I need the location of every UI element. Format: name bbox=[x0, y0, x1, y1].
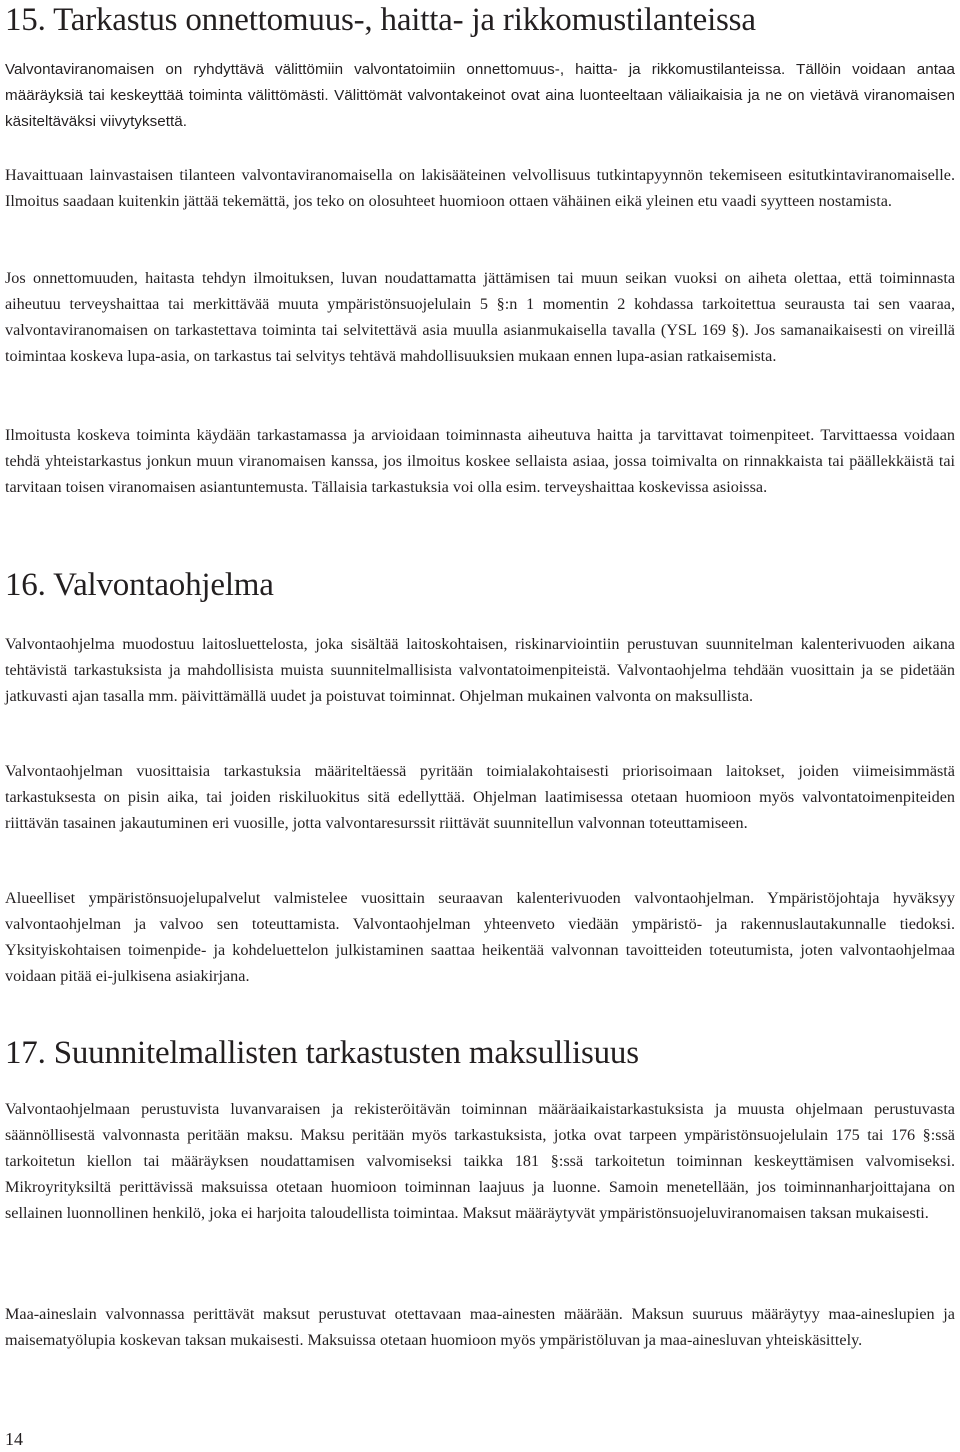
paragraph: Valvontaviranomaisen on ryhdyttävä välittömiin valvontatoimiin onnettomuus-, haitta- ja rikkomustilanteissa. Tällöin voidaan antaa määräyksiä tai keskeyttää toiminta välittömästi. Välittömät valvontakeinot ovat aina luonteeltaan väliaikaisia ja ne on vietävä viranomaisen käsiteltäväksi viivytyksettä. bbox=[5, 61, 955, 130]
paragraph: Havaittuaan lainvastaisen tilanteen valvontaviranomaisella on lakisääteinen velvollisuus tutkintapyynnön tekemiseen esitutkintaviranomaiselle. Ilmoitus saadaan kuitenkin jättää tekemättä, jos teko on olosuhteet huomioon ottaen vähäinen eikä yleinen etu vaadi syytteen nostamista. bbox=[5, 166, 955, 210]
section-heading-15: 15. Tarkastus onnettomuus-, haitta- ja rikkomustilanteissa bbox=[5, 2, 756, 38]
section-heading-16: 16. Valvontaohjelma bbox=[5, 567, 274, 603]
paragraph: Valvontaohjelman vuosittaisia tarkastuksia määriteltäessä pyritään toimialakohtaisesti priorisoimaan laitokset, joiden viimeisimmästä tarkastuksesta on pisin aika, tai joiden riskiluokitus sitä edellyttää. Ohjelman laatimisessa otetaan huomioon myös valvontatoimenpiteiden riittävän tasainen jakautuminen eri vuosille, jotta valvontaresurssit riittävät suunnitellun valvonnan toteuttamiseen. bbox=[5, 762, 955, 832]
paragraph: Jos onnettomuuden, haitasta tehdyn ilmoituksen, luvan noudattamatta jättämisen tai muun seikan vuoksi on aiheta olettaa, että toiminnasta aiheutuu terveyshaittaa tai merkittävää muuta ympäristönsuojelulain 5 §:n 1 momentin 2 kohdassa tarkoitettua seurausta tai sen vaaraa, valvontaviranomaisen on tarkastettava toiminta tai selvitettävä asia muulla asianmukaisella tavalla (YSL 169 §). Jos samanaikaisesti on vireillä toimintaa koskeva lupa-asia, on tarkastus tai selvitys tehtävä mahdollisuuksien mukaan ennen lupa-asian ratkaisemista. bbox=[5, 269, 955, 365]
paragraph: Valvontaohjelmaan perustuvista luvanvaraisen ja rekisteröitävän toiminnan määräaikaistarkastuksista ja muusta ohjelmaan perustuvasta säännöllisestä valvonnasta peritään maksu. Maksu peritään myös tarkastuksista, jotka ovat tarpeen ympäristönsuojelulain 175 tai 176 §:ssä tarkoitetun kiellon tai määräyksen noudattamisen valvomiseksi taikka 181 §:ssä tarkoitetun toiminnan keskeyttämisen valvomiseksi. Mikroyrityksiltä perittävissä maksuissa otetaan huomioon toiminnan laajuus ja luonne. Samoin menetellään, jos toiminnanharjoittajana on sellainen luonnollinen henkilö, joka ei harjoita taloudellista toimintaa. Maksut määräytyvät ympäristönsuojeluviranomaisen taksan mukaisesti. bbox=[5, 1100, 955, 1222]
section-heading-17: 17. Suunnitelmallisten tarkastusten maksullisuus bbox=[5, 1035, 639, 1071]
paragraph: Alueelliset ympäristönsuojelupalvelut valmistelee vuosittain seuraavan kalenterivuoden valvontaohjelman. Ympäristöjohtaja hyväksyy valvontaohjelman ja valvoo sen toteuttamista. Valvontaohjelman yhteenveto viedään ympäristö- ja rakennuslautakunnalle tiedoksi. Yksityiskohtaisen toimenpide- ja kohdeluettelon julkistaminen saattaa heikentää valvonnan tavoitteiden toteutumista, joten valvontaohjelmaa voidaan pitää ei-julkisena asiakirjana. bbox=[5, 889, 955, 985]
page-number: 14 bbox=[5, 1429, 23, 1449]
paragraph: Maa-aineslain valvonnassa perittävät maksut perustuvat otettavaan maa-ainesten määrään. Maksun suuruus määräytyy maa-aineslupien ja maisematyölupia koskevan taksan mukaisesti. Maksuissa otetaan huomioon myös ympäristöluvan ja maa-ainesluvan yhteiskäsittely. bbox=[5, 1305, 955, 1349]
paragraph: Ilmoitusta koskeva toiminta käydään tarkastamassa ja arvioidaan toiminnasta aiheutuva haitta ja tarvittavat toimenpiteet. Tarvittaessa voidaan tehdä yhteistarkastus jonkun muun viranomaisen kanssa, jos ilmoitus koskee sellaista asiaa, jossa toimivalta on rinnakkaista tai päällekkäistä tai tarvitaan toisen viranomaisen asiantuntemusta. Tällaisia tarkastuksia voi olla esim. terveyshaittaa koskevissa asioissa. bbox=[5, 426, 955, 496]
paragraph: Valvontaohjelma muodostuu laitosluettelosta, joka sisältää laitoskohtaisen, riskinarviointiin perustuvan suunnitelman kalenterivuoden aikana tehtävistä tarkastuksista ja mahdollisista muista suunnitelmallisista valvontatoimenpiteistä. Valvontaohjelma tehdään vuosittain ja se pidetään jatkuvasti ajan tasalla mm. päivittämällä uudet ja poistuvat toiminnat. Ohjelman mukainen valvonta on maksullista. bbox=[5, 635, 955, 705]
